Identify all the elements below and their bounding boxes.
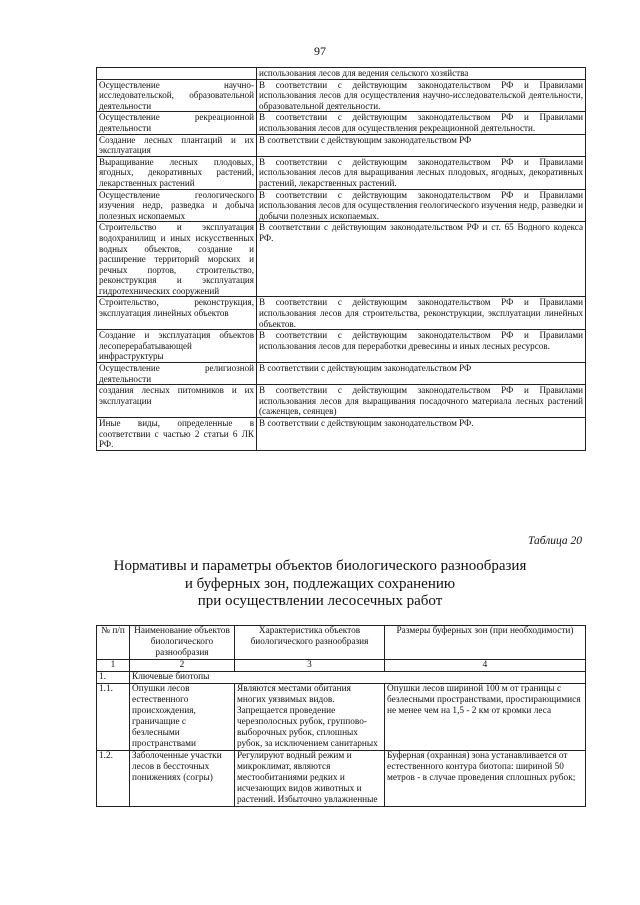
activity-type-cell: Осуществление научно-исследовательской, образовательной деятельности [97,79,257,112]
page-number: 97 [314,44,326,58]
regulation-cell: использования лесов для ведения сельского хозяйства [257,68,586,80]
row-name: Заболоченные участки лесов в бессточных понижениях (согры) [130,751,235,807]
biodiversity-table [96,625,586,807]
table-caption: Таблица 20 [527,535,582,547]
table-row [97,222,586,297]
table-row [97,189,586,222]
index-cell: 2 [130,660,235,672]
header-characteristic: Характеристика объектов биологического разнообразия [235,626,385,660]
row-buffer: Опушки лесов шириной 100 м от границы с безлесными пространствами, простирающимися не менее чем на 1,5 - 2 км от кромки леса [385,684,586,751]
activity-type-cell: Осуществление рекреационной деятельности [97,112,257,134]
row-name: Опушки лесов естественного происхождения, граничащие с безлесными пространствами [130,684,235,751]
regulation-cell: В соответствии с действующим законодательством РФ и Правилами использования лесов для переработки древесины и иных лесных ресурсов. [257,330,586,363]
table-row [97,363,586,385]
section-num: 1. [97,672,130,684]
activity-type-cell: Иные виды, определенные в соответствии с частью 2 статьи 6 ЛК РФ. [97,418,257,451]
table-row [97,297,586,330]
activity-type-cell: Создание лесных плантаций и их эксплуатация [97,134,257,156]
regulation-cell: В соответствии с действующим законодательством РФ и Правилами использования лесов для выращивания посадочного материала лесных растений (саженцев, сеянцев) [257,385,586,418]
regulation-cell: В соответствии с действующим законодательством РФ и Правилами использования лесов для осуществления рекреационной деятельности. [257,112,586,134]
table-row [97,134,586,156]
table-row [97,385,586,418]
forest-use-table [96,67,586,451]
regulation-cell: В соответствии с действующим законодательством РФ и Правилами использования лесов для строительства, реконструкции, эксплуатации линейных объектов. [257,297,586,330]
table-row [97,156,586,189]
table-row [97,751,586,807]
activity-type-cell: Создание и эксплуатация объектов лесоперерабатывающей инфраструктуры [97,330,257,363]
title-line: при осуществлении лесосечных работ [197,593,443,609]
activity-type-cell: Строительство и эксплуатация водохранилищ и иных искусственных водных объектов, создание и расширение территорий морских и речных портов, строительство, реконструкция и эксплуатация гидротехнических сооружений [97,222,257,297]
table-row [97,68,586,80]
header-name: Наименование объектов биологического разнообразия [130,626,235,660]
table-row [97,684,586,751]
section-title [0,558,640,611]
regulation-cell: В соответствии с действующим законодательством РФ [257,134,586,156]
row-characteristic: Являются местами обитания многих уязвимых видов. Запрещается проведение черезполосных рубок, группово-выборочных рубок, сплошных рубок, за исключением санитарных [235,684,385,751]
section-row [97,672,586,684]
row-num: 1.1. [97,684,130,751]
table-header-row [97,626,586,660]
activity-type-cell [97,68,257,80]
index-cell: 1 [97,660,130,672]
section-label: Ключевые биотопы [130,672,586,684]
row-num: 1.2. [97,751,130,807]
regulation-cell: В соответствии с действующим законодательством РФ и Правилами использования лесов для осуществления научно-исследовательской деятельности, образовательной деятельности. [257,79,586,112]
activity-type-cell: Строительство, реконструкция, эксплуатация линейных объектов [97,297,257,330]
row-characteristic: Регулируют водный режим и микроклимат, являются местообитаниями редких и исчезающих видов животных и растений. Избыточно увлажненные [235,751,385,807]
activity-type-cell: Осуществление религиозной деятельности [97,363,257,385]
header-buffer: Размеры буферных зон (при необходимости) [385,626,586,660]
index-cell: 3 [235,660,385,672]
regulation-cell: В соответствии с действующим законодательством РФ и Правилами использования лесов для осуществления геологического изучения недр, разведки и добычи полезных ископаемых. [257,189,586,222]
regulation-cell: В соответствии с действующим законодательством РФ и Правилами использования лесов для выращивания лесных плодовых, ягодных, декоративных растений, лекарственных растений. [257,156,586,189]
index-cell: 4 [385,660,586,672]
table-row [97,79,586,112]
title-line: Нормативы и параметры объектов биологического разнообразия [113,558,527,574]
activity-type-cell: создания лесных питомников и их эксплуатации [97,385,257,418]
regulation-cell: В соответствии с действующим законодательством РФ [257,363,586,385]
table-row [97,418,586,451]
table-row [97,112,586,134]
regulation-cell: В соответствии с действующим законодательством РФ и ст. 65 Водного кодекса РФ. [257,222,586,297]
header-num: № п/п [97,626,130,660]
column-index-row [97,660,586,672]
title-line: и буферных зон, подлежащих сохранению [184,575,456,592]
activity-type-cell: Выращивание лесных плодовых, ягодных, декоративных растений, лекарственных растений [97,156,257,189]
regulation-cell: В соответствии с действующим законодательством РФ. [257,418,586,451]
table-row [97,330,586,363]
activity-type-cell: Осуществление геологического изучения недр, разведка и добыча полезных ископаемых [97,189,257,222]
row-buffer: Буферная (охранная) зона устанавливается от естественного контура биотопа: шириной 50 метров - в случае проведения сплошных рубок; [385,751,586,807]
